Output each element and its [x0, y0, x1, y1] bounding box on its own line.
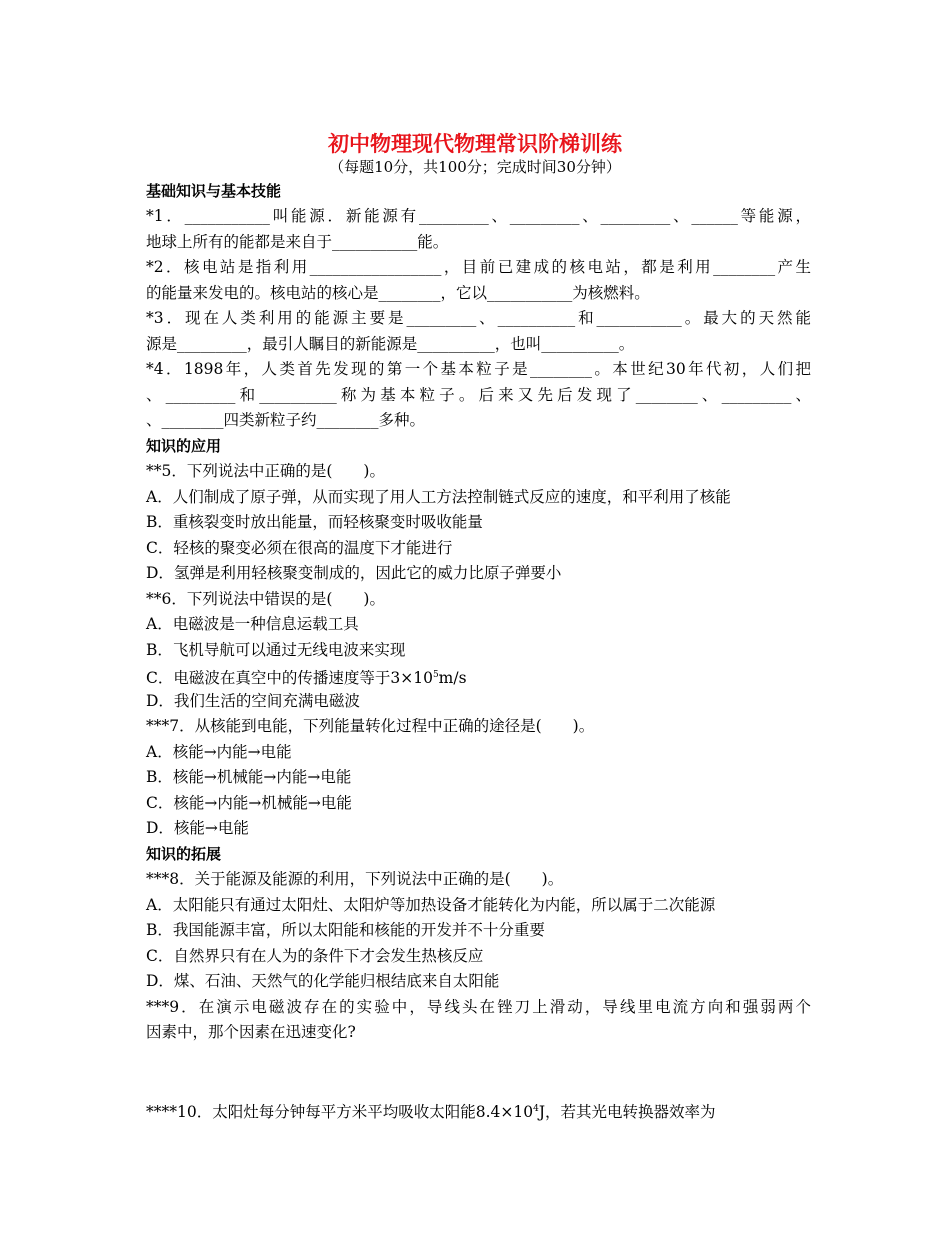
- question-2-line-2: 的能量来发电的。核电站的核心是________，它以___________为核燃料。: [146, 284, 650, 302]
- question-2-line-1: *2．核电站是指利用_________________，目前已建成的核电站，都是利用________产生: [146, 258, 811, 276]
- page-title: 初中物理现代物理常识阶梯训练: [328, 131, 622, 156]
- question-7-option-c: C．核能→内能→机械能→电能: [146, 794, 352, 812]
- question-5-option-d: D．氢弹是利用轻核聚变制成的，因此它的威力比原子弹要小: [146, 564, 562, 582]
- question-5-option-c: C．轻核的聚变必须在很高的温度下才能进行: [146, 539, 453, 557]
- page-subtitle: （每题10分，共100分；完成时间30分钟）: [329, 158, 621, 176]
- question-7-option-a: A．核能→内能→电能: [146, 743, 292, 761]
- question-4-line-2: 、_________和__________称为基本粒子。后来又先后发现了________、_________、: [146, 386, 811, 404]
- question-8-stem: ***8．关于能源及能源的利用，下列说法中正确的是( )。: [146, 870, 564, 888]
- question-9-line-2: 因素中，那个因素在迅速变化?: [146, 1023, 356, 1041]
- question-6-option-c: [146, 664, 467, 689]
- question-10-text: ****10．太阳灶每分钟每平方米平均吸收太阳能8.4×10: [146, 1103, 534, 1122]
- question-8-option-b: B．我国能源丰富，所以太阳能和核能的开发并不十分重要: [146, 921, 545, 939]
- question-3-line-2: 源是_________，最引人瞩目的新能源是__________，也叫__________。: [146, 335, 635, 353]
- question-9-line-1: ***9．在演示电磁波存在的实验中，导线头在锉刀上滑动，导线里电流方向和强弱两个: [146, 998, 811, 1016]
- question-10-line-1: [146, 1098, 716, 1123]
- question-10-text-cont: J，若其光电转换器效率为: [538, 1103, 716, 1122]
- question-6-option-c-unit: m/s: [438, 669, 467, 688]
- question-1-line-1: *1．___________叫能源．新能源有_________、_________、_________、______等能源，: [146, 207, 811, 225]
- question-6-stem: **6．下列说法中错误的是( )。: [146, 590, 385, 608]
- question-4-line-3: 、________四类新粒子约________多种。: [146, 411, 426, 429]
- question-5-stem: **5．下列说法中正确的是( )。: [146, 462, 385, 480]
- question-4-line-1: *4．1898年，人类首先发现的第一个基本粒子是________。本世纪30年代初，人们把: [146, 360, 811, 378]
- question-8-option-c: C．自然界只有在人为的条件下才会发生热核反应: [146, 947, 484, 965]
- question-5-option-b: B．重核裂变时放出能量，而轻核聚变时吸收能量: [146, 513, 483, 531]
- question-3-line-1: *3．现在人类利用的能源主要是_________、__________和___________。最大的天然能: [146, 309, 811, 327]
- question-8-option-d: D．煤、石油、天然气的化学能归根结底来自太阳能: [146, 972, 500, 990]
- question-6-option-d: D．我们生活的空间充满电磁波: [146, 692, 360, 710]
- question-6-option-a: A．电磁波是一种信息运载工具: [146, 615, 359, 633]
- question-5-option-a: A．人们制成了原子弹，从而实现了用人工方法控制链式反应的速度，和平利用了核能: [146, 488, 731, 506]
- question-6-option-b: B．飞机导航可以通过无线电波来实现: [146, 641, 406, 659]
- question-7-option-b: B．核能→机械能→内能→电能: [146, 768, 352, 786]
- question-7-option-d: D．核能→电能: [146, 819, 249, 837]
- question-1-line-2: 地球上所有的能都是来自于___________能。: [146, 233, 449, 251]
- superscript-exponent: 4: [533, 1104, 539, 1114]
- section-heading-extension: 知识的拓展: [146, 845, 222, 863]
- question-8-option-a: A．太阳能只有通过太阳灶、太阳炉等加热设备才能转化为内能，所以属于二次能源: [146, 896, 716, 914]
- section-heading-basic: 基础知识与基本技能: [146, 182, 282, 200]
- superscript-exponent: 5: [432, 670, 439, 680]
- section-heading-application: 知识的应用: [146, 437, 222, 455]
- question-6-option-c-text: C．电磁波在真空中的传播速度等于3×10: [146, 669, 433, 688]
- question-7-stem: ***7．从核能到电能，下列能量转化过程中正确的途径是( )。: [146, 717, 595, 735]
